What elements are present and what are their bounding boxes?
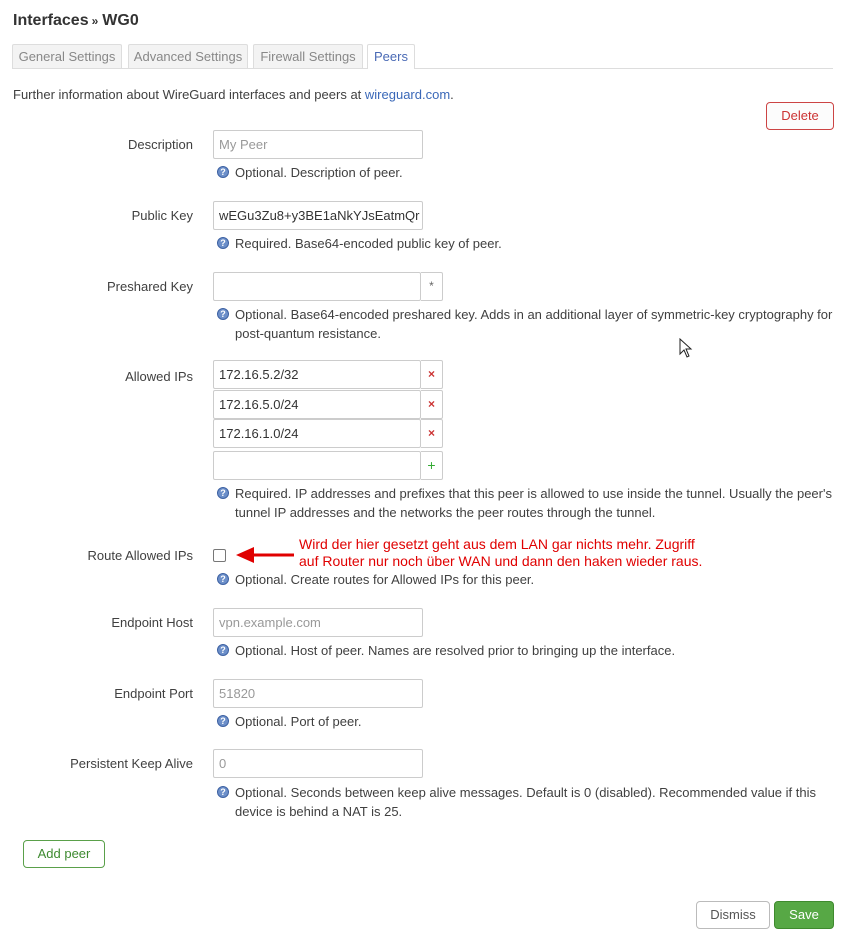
allowed-ips-label: Allowed IPs [125, 369, 193, 384]
annotation-note [299, 536, 702, 570]
remove-ip-icon[interactable]: × [421, 419, 443, 448]
public-key-help: ? Required. Base64-encoded public key of peer. [217, 234, 837, 253]
wireguard-link[interactable]: wireguard.com [364, 87, 451, 102]
tab-general-settings[interactable]: General Settings [12, 44, 122, 68]
tab-bar [12, 44, 833, 69]
endpoint-port-help: ? Optional. Port of peer. [217, 712, 837, 731]
new-allowed-ip-input[interactable] [213, 451, 421, 480]
help-icon: ? [217, 573, 229, 585]
delete-button[interactable]: Delete [766, 102, 834, 130]
tab-peers[interactable]: Peers [367, 44, 415, 69]
tab-advanced-settings[interactable]: Advanced Settings [128, 44, 248, 68]
breadcrumb-separator: » [91, 14, 99, 28]
tab-firewall-settings[interactable]: Firewall Settings [253, 44, 363, 68]
annotation-line-1: Wird der hier gesetzt geht aus dem LAN gar nichts mehr. Zugriff [299, 536, 695, 552]
allowed-ips-help: ? Required. IP addresses and prefixes that this peer is allowed to use inside the tunnel. Usually the peer's tunnel IP addresses and the networks the peer routes through the tunnel. [217, 484, 837, 522]
help-icon: ? [217, 166, 229, 178]
add-ip-icon[interactable]: + [421, 451, 443, 480]
page-title [13, 12, 139, 30]
title-interface: WG0 [102, 12, 139, 29]
annotation-arrow-icon [236, 546, 296, 564]
persistent-keepalive-help: ? Optional. Seconds between keep alive messages. Default is 0 (disabled). Recommended value if this device is behind a NAT is 25. [217, 783, 837, 821]
persistent-keepalive-input[interactable]: 0 [213, 749, 423, 778]
help-icon: ? [217, 487, 229, 499]
add-peer-button[interactable]: Add peer [23, 840, 105, 868]
preshared-key-help: ? Optional. Base64-encoded preshared key. Adds in an additional layer of symmetric-key cryptography for post-quantum resistance. [217, 305, 837, 343]
remove-ip-icon[interactable]: × [421, 390, 443, 419]
title-main: Interfaces [13, 12, 89, 29]
help-icon: ? [217, 644, 229, 656]
help-icon: ? [217, 786, 229, 798]
reveal-key-icon[interactable]: * [421, 272, 443, 301]
public-key-label: Public Key [131, 208, 193, 223]
allowed-ip-input[interactable]: 172.16.5.2/32 [213, 360, 421, 389]
allowed-ip-input[interactable]: 172.16.1.0/24 [213, 419, 421, 448]
help-icon: ? [217, 715, 229, 727]
annotation-line-2: auf Router nur noch über WAN und dann den haken wieder raus. [299, 553, 703, 569]
description-label: Description [127, 137, 193, 152]
endpoint-host-input[interactable]: vpn.example.com [213, 608, 423, 637]
description-help: ? Optional. Description of peer. [217, 163, 837, 182]
preshared-key-label: Preshared Key [107, 279, 193, 294]
endpoint-host-label: Endpoint Host [111, 615, 193, 630]
allowed-ip-input[interactable]: 172.16.5.0/24 [213, 390, 421, 419]
help-icon: ? [217, 308, 229, 320]
endpoint-port-label: Endpoint Port [114, 686, 193, 701]
help-icon: ? [217, 237, 229, 249]
info-text-suffix: . [450, 87, 454, 102]
endpoint-host-help: ? Optional. Host of peer. Names are resolved prior to bringing up the interface. [217, 641, 837, 660]
endpoint-port-input[interactable]: 51820 [213, 679, 423, 708]
remove-ip-icon[interactable]: × [421, 360, 443, 389]
mouse-cursor-icon [679, 338, 693, 358]
save-button[interactable]: Save [774, 901, 834, 929]
dismiss-button[interactable]: Dismiss [696, 901, 770, 929]
route-allowed-ips-label: Route Allowed IPs [87, 548, 193, 563]
description-input[interactable]: My Peer [213, 130, 423, 159]
route-allowed-ips-help: ? Optional. Create routes for Allowed IPs for this peer. [217, 570, 837, 589]
info-text [13, 87, 454, 102]
route-allowed-ips-checkbox[interactable] [213, 549, 226, 562]
preshared-key-input[interactable] [213, 272, 421, 301]
persistent-keepalive-label: Persistent Keep Alive [70, 756, 193, 771]
public-key-input[interactable]: wEGu3Zu8+y3BE1aNkYJsEatmQr [213, 201, 423, 230]
info-text-body: Further information about WireGuard interfaces and peers at [13, 87, 365, 102]
